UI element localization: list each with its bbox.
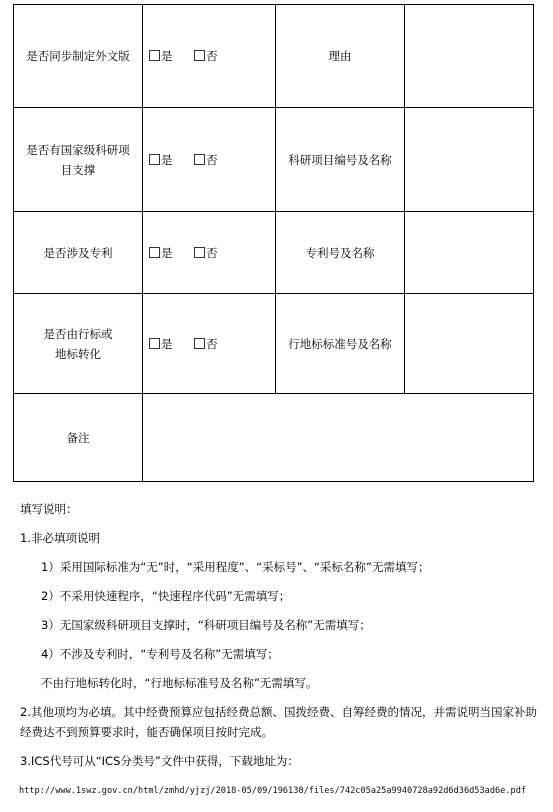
no-option[interactable] (194, 152, 218, 168)
field-value-cell[interactable] (405, 5, 534, 108)
form-row-research-project (14, 108, 534, 212)
checkbox-icon[interactable] (194, 247, 205, 258)
checkbox-icon[interactable] (149, 50, 160, 61)
checkbox-icon[interactable] (149, 154, 160, 165)
no-option[interactable] (194, 48, 218, 64)
yes-label: 是 (161, 49, 173, 63)
no-label: 否 (206, 336, 218, 351)
checkbox-icon[interactable] (149, 338, 160, 349)
instruction-sub-5: 不由行地标转化时，“行地标标准号及名称”无需填写。 (41, 676, 318, 690)
yes-no-options (143, 108, 276, 212)
field-value-cell[interactable] (405, 212, 534, 294)
field-label: 行地标标准号及名称 (276, 294, 405, 394)
row-label-text: 是否有国家级科研项目支撑 (26, 142, 130, 177)
checkbox-icon[interactable] (149, 247, 160, 258)
yes-no-options (143, 294, 276, 394)
form-row-patent (14, 212, 534, 294)
checkbox-icon[interactable] (194, 338, 205, 349)
row-label: 是否同步制定外文版 (14, 5, 143, 108)
form-row-industry-standard (14, 294, 534, 394)
field-label: 理由 (276, 5, 405, 108)
row-label-text: 是否由行标或地标转化 (43, 326, 113, 361)
instructions-title: 填写说明： (20, 502, 78, 516)
download-link[interactable]: http://www.1swz.gov.cn/html/zmhd/yjzj/2018-05/09/196138/files/742c05a25a9940728a92d6d36d53ad6e.pdf (19, 786, 527, 796)
yes-no-options (143, 212, 276, 294)
yes-option[interactable] (149, 48, 173, 64)
yes-label: 是 (161, 336, 173, 351)
checkbox-icon[interactable] (194, 50, 205, 61)
yes-label: 是 (161, 152, 173, 167)
yes-no-options (143, 5, 276, 108)
no-option[interactable] (194, 245, 218, 261)
instruction-sub-4: 4）不涉及专利时，“专利号及名称”无需填写； (41, 647, 279, 661)
instruction-item-2: 2.其他项均为必填。其中经费预算应包括经费总额、国拨经费、自筹经费的情况，并需说明当国家补助经费达不到预算要求时，能否确保项目按时完成。 (20, 705, 537, 739)
application-form-table (13, 4, 534, 482)
filling-instructions (20, 499, 545, 780)
instruction-sub-2: 2）不采用快速程序，“快速程序代码”无需填写； (41, 589, 291, 603)
instruction-item-3: 3.ICS代号可从“ICS分类号”文件中获得，下载地址为： (20, 754, 299, 768)
row-label (14, 294, 143, 394)
instruction-sub-1: 1）采用国际标准为“无”时，“采用程度”、“采标号”、“采标名称”无需填写； (41, 560, 430, 574)
remark-label: 备注 (14, 394, 143, 482)
no-label: 否 (206, 245, 218, 260)
checkbox-icon[interactable] (194, 154, 205, 165)
row-label: 是否涉及专利 (14, 212, 143, 294)
yes-option[interactable] (149, 245, 173, 261)
form-row-remark (14, 394, 534, 482)
field-value-cell[interactable] (405, 294, 534, 394)
no-label: 否 (206, 49, 218, 63)
yes-option[interactable] (149, 336, 173, 352)
field-label: 专利号及名称 (276, 212, 405, 294)
row-label (14, 108, 143, 212)
field-label: 科研项目编号及名称 (276, 108, 405, 212)
instruction-item-1: 1.非必填项说明 (20, 531, 100, 545)
field-value-cell[interactable] (405, 108, 534, 212)
no-option[interactable] (194, 336, 218, 352)
form-row-foreign-version (14, 5, 534, 108)
remark-value-cell[interactable] (143, 394, 534, 482)
yes-label: 是 (161, 245, 173, 260)
yes-option[interactable] (149, 152, 173, 168)
no-label: 否 (206, 152, 218, 167)
instruction-sub-3: 3）无国家级科研项目支撑时，“科研项目编号及名称”无需填写； (41, 618, 371, 632)
